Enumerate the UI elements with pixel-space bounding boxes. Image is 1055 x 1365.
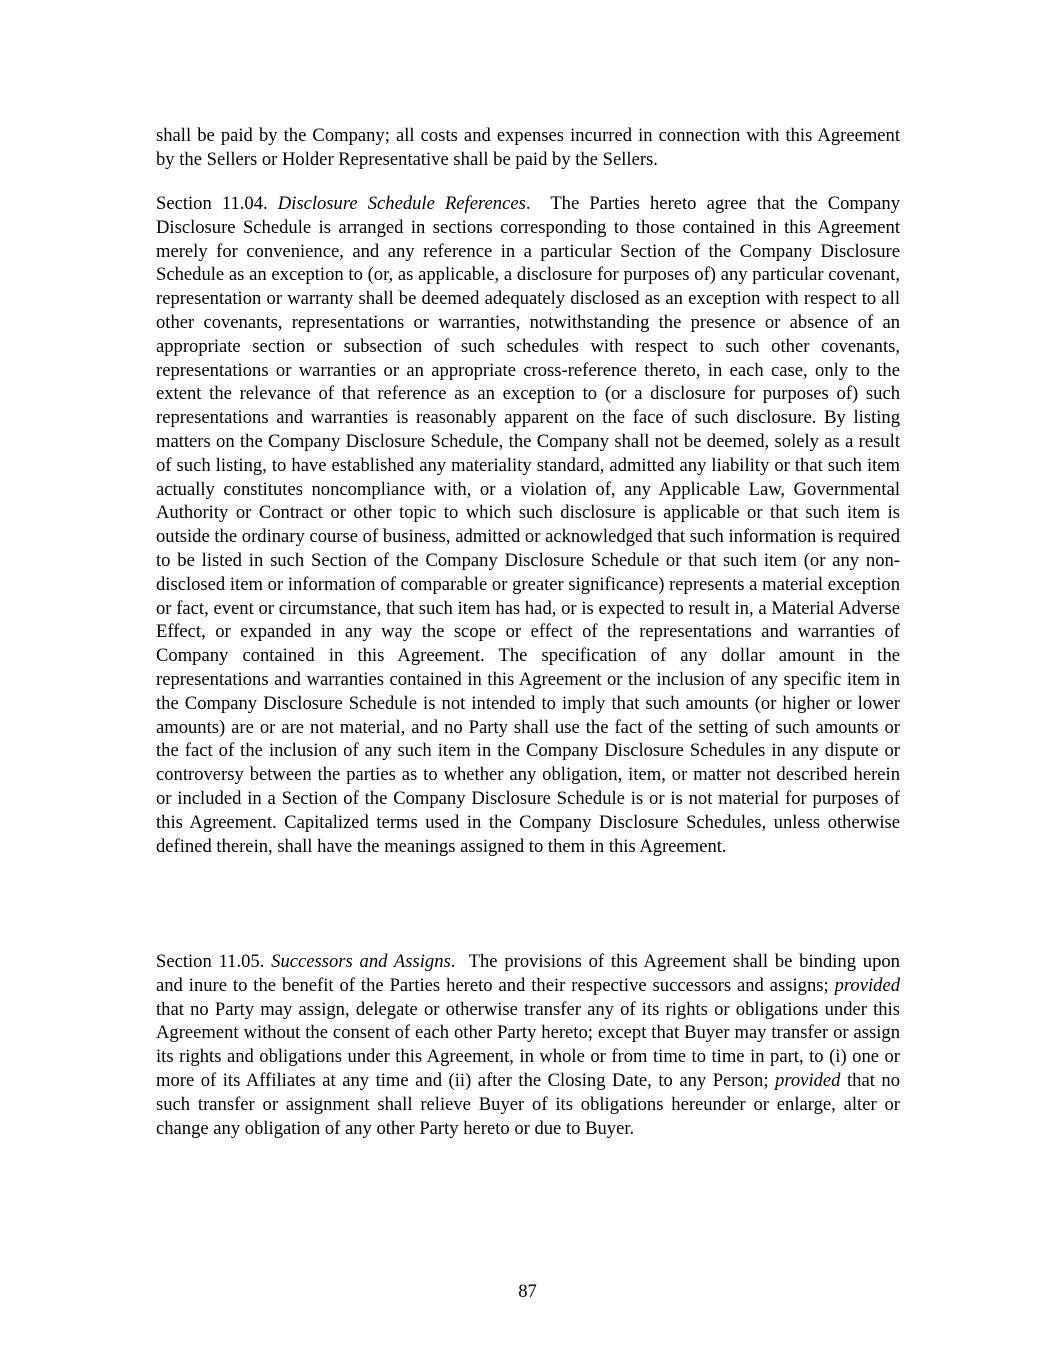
section-11-05-title: Successors and Assigns [271,951,451,972]
section-11-05-text: Section 11.05. Successors and Assigns. The provisions of this Agreement shall be binding upon and inure to the benefit of the Parties hereto and their respective successors and assigns; provided that no Party may assign, delegate or otherwise transfer any of its rights or obligations under this Agreement without the consent of each other Party hereto; except that Buyer may transfer or assign its rights and obligations under this Agreement, in whole or from time to time in part, to (i) one or more of its Affiliates at any time and (ii) after the Closing Date, to any Person; provided that no such transfer or assignment shall relieve Buyer of its obligations hereunder or enlarge, alter or change any obligation of any other Party hereto or due to Buyer. [156,951,901,1139]
section-11-04-paragraph [156,192,900,858]
section-11-04-body: The Parties hereto agree that the Company Disclosure Schedule is arranged in sections corresponding to those contained in this Agreement merely for convenience, and any reference in a particular Section of the Company Disclosure Schedule as an exception to (or, as applicable, a disclosure for purposes of) any particular covenant, representation or warranty shall be deemed adequately disclosed as an exception with respect to all other covenants, representations or warranties, notwithstanding the presence or absence of an appropriate section or subsection of such schedules with respect to such other covenants, representations or warranties or an appropriate cross-reference thereto, in each case, only to the extent the relevance of that reference as an exception to (or a disclosure for purposes of) such representations and warranties is reasonably apparent on the face of such disclosure. By listing matters on the Company Disclosure Schedule, the Company shall not be deemed, solely as a result of such listing, to have established any materiality standard, admitted any liability or that such item actually constitutes noncompliance with, or a violation of, any Applicable Law, Governmental Authority or Contract or other topic to which such disclosure is applicable or that such item is outside the ordinary course of business, admitted or acknowledged that such information is required to be listed in such Section of the Company Disclosure Schedule or that such item (or any non-disclosed item or information of comparable or greater significance) represents a material exception or fact, event or circumstance, that such item has had, or is expected to result in, a Material Adverse Effect, or expanded in any way the scope or effect of the representations and warranties of Company contained in this Agreement. The specification of any dollar amount in the representations and warranties contained in this Agreement or the inclusion of any specific item in the Company Disclosure Schedule is not intended to imply that such amounts (or higher or lower amounts) are or are not material, and no Party shall use the fact of the setting of such amounts or the fact of the inclusion of any such item in the Company Disclosure Schedules in any dispute or controversy between the parties as to whether any obligation, item, or matter not described herein or included in a Section of the Company Disclosure Schedule is or is not material for purposes of this Agreement. Capitalized terms used in the Company Disclosure Schedules, unless otherwise defined therein, shall have the meanings assigned to them in this Agreement. [156,193,900,857]
section-11-04-number: Section 11.04. [156,193,268,214]
section-11-05-number: Section 11.05. [156,951,265,972]
page-number: 87 [518,1281,537,1302]
continuation-paragraph [156,124,900,172]
section-11-05-body-part2: that no Party may assign, delegate or otherwise transfer any of its rights or obligations under this Agreement without the consent of each other Party hereto; except that Buyer may transfer or assign its rights and obligations under this Agreement, in whole or from time to time in part, to (i) one or more of its Affiliates at any time and (ii) after the Closing Date, to any Person; [156,998,900,1091]
section-11-05-provided-1: provided [834,974,900,996]
section-11-05-paragraph [156,950,900,1140]
section-11-05-body-part3: that no such transfer or assignment shall relieve Buyer of its obligations hereunder or enlarge, alter or change any obligation of any other Party hereto or due to Buyer. [156,1069,901,1139]
section-11-04-text: Section 11.04. Disclosure Schedule References. The Parties hereto agree that the Company Disclosure Schedule is arranged in sections corresponding to those contained in this Agreement merely for convenience, and any reference in a particular Section of the Company Disclosure Schedule as an exception to (or, as applicable, a disclosure for purposes of) any particular covenant, representation or warranty shall be deemed adequately disclosed as an exception with respect to all other covenants, representations or warranties, notwithstanding the presence or absence of an appropriate section or subsection of such schedules with respect to such other covenants, representations or warranties or an appropriate cross-reference thereto, in each case, only to the extent the relevance of that reference as an exception to (or a disclosure for purposes of) such representations and warranties is reasonably apparent on the face of such disclosure. By listing matters on the Company Disclosure Schedule, the Company shall not be deemed, solely as a result of such listing, to have established any materiality standard, admitted any liability or that such item actually constitutes noncompliance with, or a violation of, any Applicable Law, Governmental Authority or Contract or other topic to which such disclosure is applicable or that such item is outside the ordinary course of business, admitted or acknowledged that such information is required to be listed in such Section of the Company Disclosure Schedule or that such item (or any non-disclosed item or information of comparable or greater significance) represents a material exception or fact, event or circumstance, that such item has had, or is expected to result in, a Material Adverse Effect, or expanded in any way the scope or effect of the representations and warranties of Company contained in this Agreement. The specification of any dollar amount in the representations and warranties contained in this Agreement or the inclusion of any specific item in the Company Disclosure Schedule is not intended to imply that such amounts (or higher or lower amounts) are or are not material, and no Party shall use the fact of the setting of such amounts or the fact of the inclusion of any such item in the Company Disclosure Schedules in any dispute or controversy between the parties as to whether any obligation, item, or matter not described herein or included in a Section of the Company Disclosure Schedule is or is not material for purposes of this Agreement. Capitalized terms used in the Company Disclosure Schedules, unless otherwise defined therein, shall have the meanings assigned to them in this Agreement. [156,193,900,857]
section-11-05-provided-2: provided [775,1069,841,1091]
section-11-05-body-part1: The provisions of this Agreement shall be binding upon and inure to the benefit of the Parties hereto and their respective successors and assigns; [156,951,900,996]
section-11-04-title: Disclosure Schedule References [277,193,526,214]
continuation-text: shall be paid by the Company; all costs and expenses incurred in connection with this Agreement by the Sellers or Holder Representative shall be paid by the Sellers. [156,125,900,170]
